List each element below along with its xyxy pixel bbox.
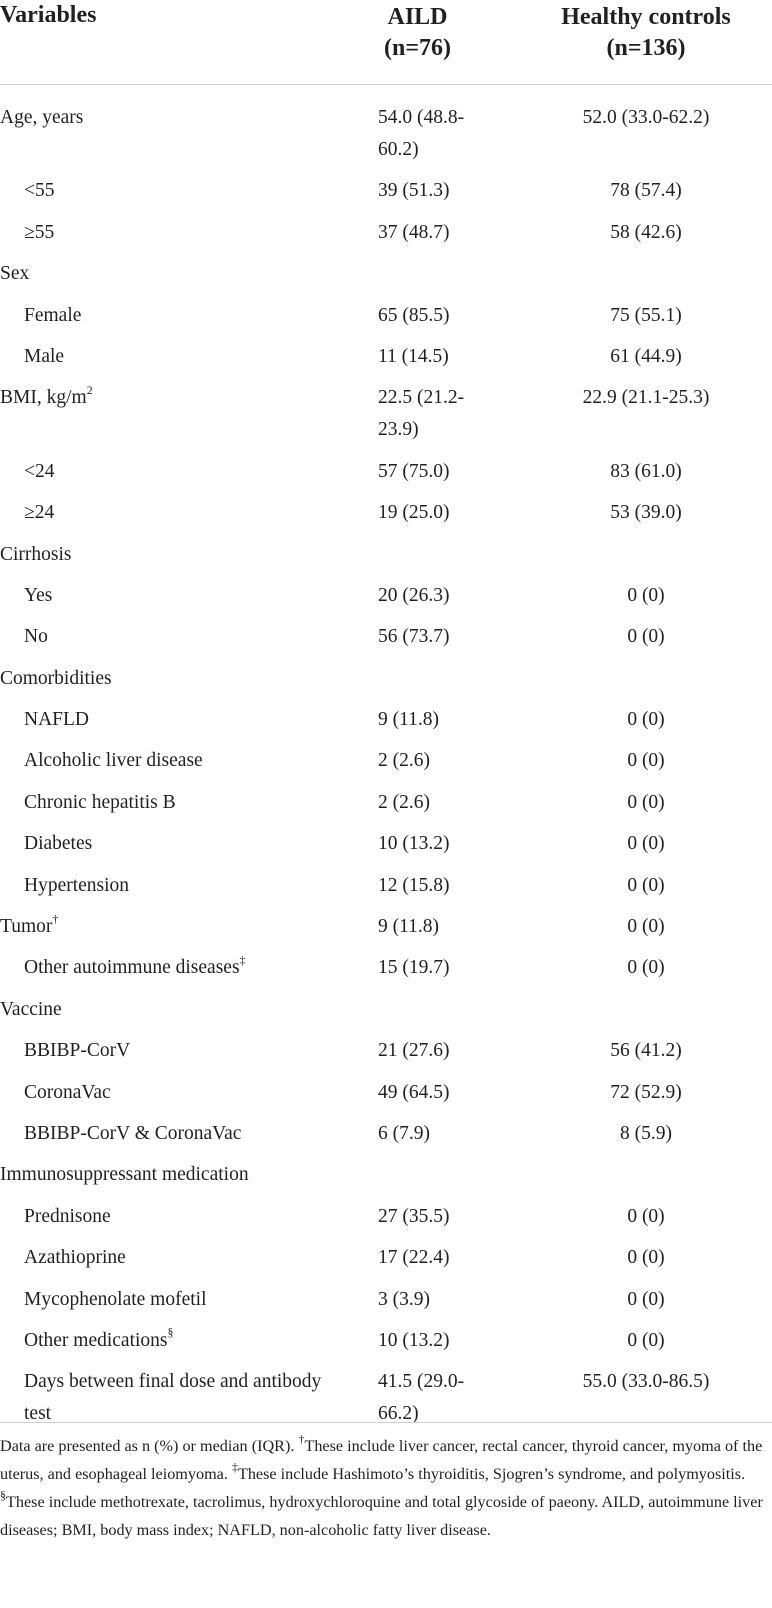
aild-value: 15 (19.7) [378,957,450,979]
aild-value: 19 (25.0) [378,502,450,524]
footnote-text-4: These include methotrexate, tacrolimus, hydroxychloroquine and total glycoside of paeony. AILD, autoimmune liver diseases; BMI, body mass index; NAFLD, non-alcoholic fatty liver disease. [0,1493,763,1539]
table-row [0,1159,772,1200]
row-label [0,1077,335,1109]
row-label-superscript: 2 [86,382,93,397]
table-row [0,456,772,497]
table-row [0,911,772,952]
row-label-text: Age, years [0,107,84,128]
header-aild-title: AILD [387,4,448,30]
footnote-divider [0,1422,772,1423]
aild-value: 37 (48.7) [378,221,450,243]
healthy-controls-value: 72 (52.9) [610,1081,682,1103]
aild-value: 22.5 (21.2-23.9) [378,387,465,441]
healthy-controls-value: 53 (39.0) [610,502,682,524]
healthy-controls-value: 0 (0) [627,916,665,938]
aild-value: 27 (35.5) [378,1205,450,1227]
aild-value: 10 (13.2) [378,1329,450,1351]
table-row [0,952,772,993]
healthy-controls-value: 75 (55.1) [610,304,682,326]
table-row [0,497,772,538]
table-row [0,1284,772,1325]
table-row [0,1035,772,1076]
aild-value: 3 (3.9) [378,1288,430,1310]
row-label [0,1325,335,1357]
row-label-text: No [24,626,48,648]
table-row [0,828,772,869]
healthy-controls-value: 0 (0) [627,709,665,731]
row-label-text: Hypertension [24,874,130,896]
row-label [0,704,335,736]
row-label-text: CoronaVac [24,1081,111,1103]
healthy-controls-value: 0 (0) [627,791,665,813]
aild-value: 65 (85.5) [378,304,450,326]
table-row [0,217,772,258]
aild-value: 41.5 (29.0-66.2) [378,1371,465,1425]
row-label-superscript: † [52,911,59,926]
table-row [0,1366,772,1439]
table-row [0,1201,772,1242]
table-row [0,258,772,299]
footnote-text-3: These include Hashimoto’s thyroiditis, Sjogren’s syndrome, and polymyositis. [237,1465,746,1483]
row-label-text: Azathioprine [24,1247,126,1269]
row-label-text: <24 [24,460,55,482]
healthy-controls-value: 55.0 (33.0-86.5) [582,1371,710,1393]
row-label-text: Mycophenolate mofetil [24,1288,207,1310]
table-row [0,1077,772,1118]
table-row [0,580,772,621]
row-label-text: Immunosuppressant medication [0,1164,249,1186]
row-label [0,456,335,488]
row-label [0,870,335,902]
row-label-text: Days between final dose and antibody test [24,1371,322,1425]
table-row [0,870,772,911]
row-label-text: ≥24 [24,502,55,524]
healthy-controls-value: 0 (0) [627,584,665,606]
row-label-text: Tumor [0,916,53,938]
row-label-text: Comorbidities [0,667,112,689]
footnote-mark-section: § [0,1487,6,1502]
row-label-superscript: ‡ [239,952,246,967]
row-label [0,1159,335,1191]
row-label [0,828,335,860]
row-label [0,911,335,943]
row-label-text: Yes [24,584,53,606]
healthy-controls-value: 0 (0) [627,1288,665,1310]
table-row [0,300,772,341]
healthy-controls-value: 8 (5.9) [620,1122,672,1144]
header-aild [340,2,495,64]
healthy-controls-value: 58 (42.6) [610,221,682,243]
header-hc-n: (n=136) [606,35,686,61]
footnote-text-1: Data are presented as n (%) or median (IQR). [0,1437,299,1455]
healthy-controls-value: 0 (0) [627,1247,665,1269]
aild-value: 6 (7.9) [378,1122,430,1144]
row-label [0,102,335,134]
table-row [0,539,772,580]
aild-value: 12 (15.8) [378,874,450,896]
aild-value: 10 (13.2) [378,833,450,855]
row-label [0,258,335,290]
aild-value: 20 (26.3) [378,584,450,606]
row-label [0,539,335,571]
footnote-text-2: These include liver cancer, rectal cancer, thyroid cancer, myoma of the uterus, and esophageal leiomyoma. [0,1437,763,1483]
table-header [0,0,772,85]
row-label-text: Alcoholic liver disease [24,750,203,772]
row-label-text: Vaccine [0,998,62,1020]
aild-value: 17 (22.4) [378,1247,450,1269]
row-label [0,994,335,1026]
row-label [0,300,335,332]
row-label [0,1118,335,1150]
header-healthy-controls [521,2,771,64]
aild-value: 54.0 (48.8-60.2) [378,107,465,160]
healthy-controls-value: 56 (41.2) [610,1040,682,1062]
healthy-controls-value: 0 (0) [627,1205,665,1227]
healthy-controls-value: 0 (0) [627,626,665,648]
row-label-text: NAFLD [24,709,90,731]
healthy-controls-value: 61 (44.9) [610,345,682,367]
table-row [0,787,772,828]
row-label [0,787,335,819]
row-label-text: ≥55 [24,221,55,243]
table-row [0,621,772,662]
healthy-controls-value: 0 (0) [627,750,665,772]
healthy-controls-value: 0 (0) [627,833,665,855]
table-row [0,382,772,455]
table-row [0,704,772,745]
row-label [0,1284,335,1316]
aild-value: 9 (11.8) [378,916,440,938]
aild-value: 9 (11.8) [378,709,440,731]
table-row [0,994,772,1035]
row-label-text: BBIBP-CorV & CoronaVac [24,1122,242,1144]
row-label [0,1201,335,1233]
table-row [0,745,772,786]
row-label [0,175,335,207]
healthy-controls-value: 52.0 (33.0-62.2) [582,107,710,128]
row-label-text: Sex [0,263,30,285]
row-label [0,341,335,373]
healthy-controls-value: 0 (0) [627,957,665,979]
row-label [0,1242,335,1274]
aild-value: 11 (14.5) [378,345,449,367]
row-label-text: Other autoimmune diseases [24,957,240,979]
table-row [0,175,772,216]
footnote-mark-double-dagger: ‡ [231,1459,238,1474]
row-label [0,580,335,612]
row-label [0,382,335,414]
row-label [0,1366,335,1430]
table-body [0,102,772,1440]
table-row [0,1118,772,1159]
healthy-controls-value: 0 (0) [627,874,665,896]
row-label-text: Prednisone [24,1205,111,1227]
row-label-text: BMI, kg/m [0,387,87,409]
table-row [0,102,772,175]
aild-value: 2 (2.6) [378,791,430,813]
header-aild-n: (n=76) [383,35,451,61]
header-hc-title: Healthy controls [561,4,731,30]
aild-value: 49 (64.5) [378,1081,450,1103]
row-label-text: Chronic hepatitis B [24,791,176,813]
row-label-text: Female [24,304,82,326]
header-variables: Variables [0,2,97,28]
aild-value: 39 (51.3) [378,180,450,202]
healthy-controls-value: 83 (61.0) [610,460,682,482]
row-label-text: <55 [24,180,55,202]
row-label [0,217,335,249]
row-label-text: Cirrhosis [0,543,72,565]
table-row [0,1325,772,1366]
row-label [0,1035,335,1067]
aild-value: 56 (73.7) [378,626,450,648]
table-row [0,663,772,704]
healthy-controls-value: 22.9 (21.1-25.3) [582,387,710,409]
table-row [0,1242,772,1283]
aild-value: 57 (75.0) [378,460,450,482]
aild-value: 2 (2.6) [378,750,430,772]
row-label [0,663,335,695]
row-label-text: Diabetes [24,833,93,855]
table-row [0,341,772,382]
row-label [0,952,335,984]
row-label [0,621,335,653]
row-label-superscript: § [167,1325,174,1340]
healthy-controls-value: 0 (0) [627,1329,665,1351]
row-label-text: BBIBP-CorV [24,1040,131,1062]
row-label-text: Male [24,345,65,367]
table-footnote [0,1432,772,1544]
aild-value: 21 (27.6) [378,1040,450,1062]
healthy-controls-value: 78 (57.4) [610,180,682,202]
row-label-text: Other medications [24,1329,168,1351]
row-label [0,745,335,777]
footnote-mark-dagger: † [298,1431,305,1446]
row-label [0,497,335,529]
